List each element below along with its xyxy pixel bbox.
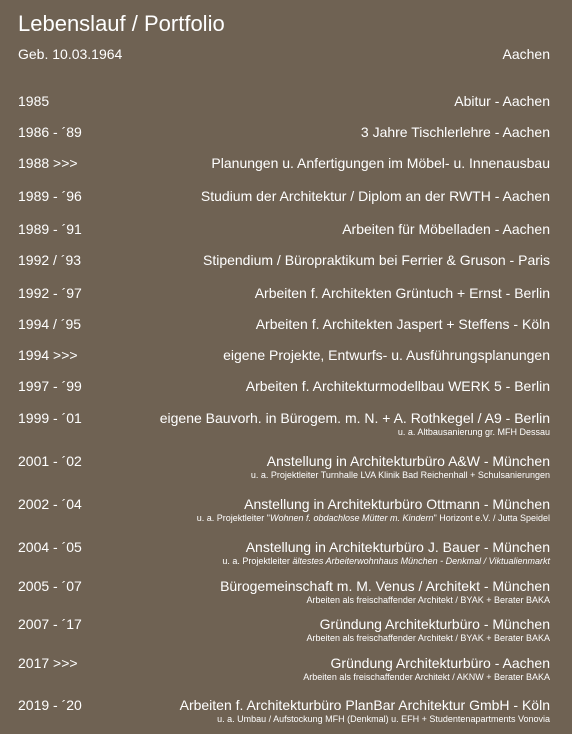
entry-description: Anstellung in Architekturbüro A&W - München <box>266 453 550 469</box>
entry-year: 1994 >>> <box>18 347 78 363</box>
entry-year: 2001 - ´02 <box>18 453 82 469</box>
entry-detail: u. a. Projektleiter Turnhalle LVA Klinik Bad Reichenhall + Schulsanierungen <box>250 470 550 480</box>
entry-description: Arbeiten f. Architekten Grüntuch + Ernst - Berlin <box>254 285 550 301</box>
entry-year: 1985 <box>18 93 50 109</box>
entry-description: Planungen u. Anfertigungen im Möbel- u. Innenausbau <box>211 155 550 171</box>
entry-detail-prefix: u. a. Projektleiter <box>222 556 293 566</box>
entry-detail: Arbeiten als freischaffender Architekt / AKNW + Berater BAKA <box>303 672 550 682</box>
entry-detail-emphasis: ältestes Arbeiterwohnhaus München - Denkmal / Viktualienmarkt <box>292 556 550 566</box>
entry-description: Arbeiten f. Architekten Jaspert + Steffens - Köln <box>255 316 550 332</box>
entry-description: Arbeiten f. Architekturmodellbau WERK 5 - Berlin <box>245 378 550 394</box>
entry-description: eigene Projekte, Entwurfs- u. Ausführungsplanungen <box>223 347 550 363</box>
entry-detail-emphasis: Wohnen f. obdachlose Mütter m. Kindern <box>269 513 434 523</box>
entry-detail: u. a. Umbau / Aufstockung MFH (Denkmal) u. EFH + Studentenapartments Vonovia <box>217 714 550 724</box>
entry-description: Bürogemeinschaft m. M. Venus / Architekt - München <box>220 578 550 594</box>
entry-year: 1994 / ´95 <box>18 316 82 332</box>
entry-year: 1986 - ´89 <box>18 124 82 140</box>
entry-description: eigene Bauvorh. in Bürogem. m. N. + A. Rothkegel / A9 - Berlin <box>159 410 550 426</box>
entry-year: 1989 - ´96 <box>18 188 82 204</box>
entry-detail-suffix: " Horizont e.V. / Jutta Speidel <box>433 513 550 523</box>
entry-year: 2017 >>> <box>18 655 78 671</box>
entry-description: Arbeiten für Möbelladen - Aachen <box>342 221 550 237</box>
entry-detail: Arbeiten als freischaffender Architekt / BYAK + Berater BAKA <box>306 595 550 605</box>
entry-year: 2007 - ´17 <box>18 616 82 632</box>
entry-description: Stipendium / Büropraktikum bei Ferrier & Gruson - Paris <box>202 252 550 268</box>
entry-detail-prefix: u. a. Projektleiter " <box>196 513 270 523</box>
entry-year: 1999 - ´01 <box>18 410 82 426</box>
birth-date: Geb. 10.03.1964 <box>18 46 123 62</box>
entry-description: Gründung Architekturbüro - München <box>319 616 550 632</box>
entry-year: 2004 - ´05 <box>18 539 82 555</box>
entry-description: 3 Jahre Tischlerlehre - Aachen <box>360 124 550 140</box>
entry-year: 2019 - ´20 <box>18 697 82 713</box>
entry-detail <box>222 556 550 567</box>
entry-description: Abitur - Aachen <box>454 93 550 109</box>
entry-detail <box>197 513 550 524</box>
page-title: Lebenslauf / Portfolio <box>18 11 225 36</box>
entry-year: 1988 >>> <box>18 155 78 171</box>
entry-year: 1992 - ´97 <box>18 285 82 301</box>
birth-city: Aachen <box>502 46 550 62</box>
entry-description: Studium der Architektur / Diplom an der RWTH - Aachen <box>200 188 550 204</box>
entry-detail: Arbeiten als freischaffender Architekt / BYAK + Berater BAKA <box>306 633 550 643</box>
entry-description: Anstellung in Architekturbüro Ottmann - München <box>244 496 550 512</box>
entry-detail: u. a. Altbausanierung gr. MFH Dessau <box>397 427 550 437</box>
entry-description: Arbeiten f. Architekturbüro PlanBar Architektur GmbH - Köln <box>179 697 550 713</box>
entry-year: 1997 - ´99 <box>18 378 82 394</box>
entry-year: 1992 / ´93 <box>18 252 82 268</box>
entry-year: 1989 - ´91 <box>18 221 82 237</box>
entry-year: 2002 - ´04 <box>18 496 82 512</box>
entry-description: Gründung Architekturbüro - Aachen <box>330 655 550 671</box>
entry-year: 2005 - ´07 <box>18 578 82 594</box>
entry-description: Anstellung in Architekturbüro J. Bauer - München <box>245 539 550 555</box>
